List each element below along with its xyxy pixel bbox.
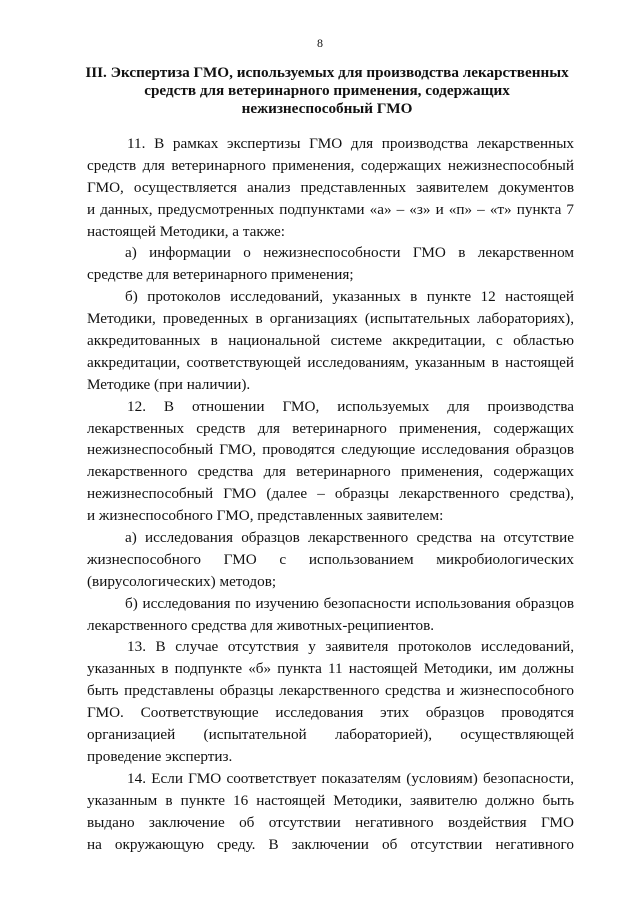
text-line: 12. В отношении ГМО, используемых для производства xyxy=(127,397,574,415)
text-line: средстве для ветеринарного применения; xyxy=(87,266,354,284)
text-line: 11. В рамках экспертизы ГМО для производства лекарственных xyxy=(127,135,574,152)
text-line: а) исследования образцов лекарственного средства на отсутствие xyxy=(125,529,574,547)
text-line: 13. В случае отсутствия у заявителя протоколов исследований, xyxy=(127,638,574,656)
section-title-line: III. Экспертиза ГМО, используемых для производства лекарственных xyxy=(85,64,569,81)
paragraph-14 xyxy=(87,768,574,856)
page-number: 8 xyxy=(317,36,323,50)
text-line: указанным в пункте 16 настоящей Методики, заявителю должно быть xyxy=(87,791,574,809)
text-line: нежизнеспособный ГМО (далее – образцы лекарственного средства), xyxy=(87,485,574,503)
text-line: Методики, проведенных в организациях (испытательных лабораториях), xyxy=(87,310,574,328)
text-line: нежизнеспособный ГМО, проводятся следующие исследования образцов xyxy=(87,441,574,459)
text-line: средств для ветеринарного применения, содержащих нежизнеспособный xyxy=(87,156,574,174)
text-line: быть представлены образцы лекарственного средства и жизнеспособного xyxy=(87,682,574,700)
section-title xyxy=(80,64,574,118)
text-line: лекарственного средства для ветеринарного применения, содержащих xyxy=(87,463,574,481)
text-line: ГМО. Соответствующие исследования этих образцов проводятся xyxy=(87,704,574,722)
document-body xyxy=(87,133,574,855)
text-line: лекарственных средств для ветеринарного применения, содержащих xyxy=(87,419,574,437)
subitem-12-b xyxy=(87,593,574,637)
text-line: Методике (при наличии). xyxy=(87,375,251,393)
text-line: а) информации о нежизнеспособности ГМО в лекарственном xyxy=(125,244,574,262)
text-line: лекарственного средства для животных-реципиентов. xyxy=(87,616,435,634)
text-line: проведение экспертиз. xyxy=(87,747,233,765)
subitem-11-a xyxy=(87,242,574,286)
text-line: на окружающую среду. В заключении об отсутствии негативного xyxy=(87,835,574,853)
text-line: выдано заключение об отсутствии негативного воздействия ГМО xyxy=(87,813,574,831)
section-title-line: нежизнеспособный ГМО xyxy=(241,100,413,117)
subitem-12-a xyxy=(87,527,574,593)
section-title-line: средств для ветеринарного применения, содержащих xyxy=(144,82,510,99)
paragraph-11 xyxy=(87,133,574,242)
text-line: организацией (испытательной лабораторией), осуществляющей xyxy=(87,726,574,744)
text-line: б) протоколов исследований, указанных в пункте 12 настоящей xyxy=(125,288,574,306)
text-line: б) исследования по изучению безопасности использования образцов xyxy=(125,594,574,612)
text-line: аккредитованных в национальной системе аккредитации, с областью xyxy=(87,332,574,350)
text-line: указанных в подпункте «б» пункта 11 настоящей Методики, им должны xyxy=(87,660,574,678)
text-line: ГМО, осуществляется анализ представленных заявителем документов xyxy=(87,178,574,196)
subitem-11-b xyxy=(87,286,574,395)
text-line: 14. Если ГМО соответствует показателям (условиям) безопасности, xyxy=(127,769,574,787)
text-line: (вирусологических) методов; xyxy=(87,572,277,590)
text-line: жизнеспособного ГМО с использованием микробиологических xyxy=(87,550,574,568)
paragraph-13 xyxy=(87,636,574,767)
text-line: настоящей Методики, а также: xyxy=(87,222,286,240)
text-line: и данных, предусмотренных подпунктами «а» – «з» и «п» – «т» пункта 7 xyxy=(87,200,574,218)
text-line: и жизнеспособного ГМО, представленных заявителем: xyxy=(87,507,444,525)
paragraph-12 xyxy=(87,396,574,527)
text-line: аккредитации, соответствующей исследованиям, указанным в настоящей xyxy=(87,353,574,371)
